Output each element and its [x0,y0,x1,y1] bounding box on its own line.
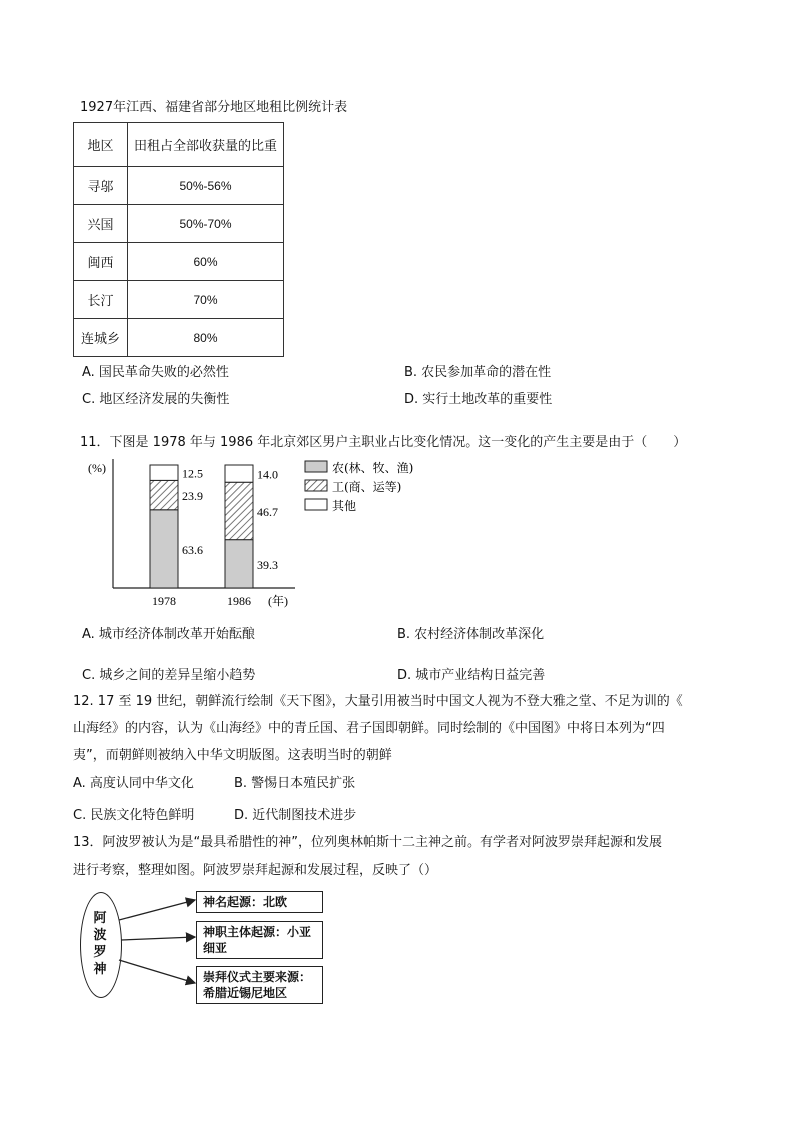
table-row [74,167,284,205]
table-cell-region: 兴国 [74,205,128,243]
bar-segment-1986-0 [225,540,253,588]
legend-swatch-1 [305,480,327,491]
table-row [74,205,284,243]
arrow-to-function-origin [121,937,195,940]
diagram-arrows [115,890,205,1000]
bar-segment-1986-2 [225,465,253,482]
apollo-label: 阿波罗神 [93,911,107,977]
table-cell-ratio: 70% [128,281,284,319]
table-cell-ratio: 50%-56% [128,167,284,205]
q12-option-b[interactable]: B. 警惕日本殖民扩张 [234,776,356,791]
table-cell-region: 连城乡 [74,319,128,357]
name-origin-box: 神名起源：北欧 [196,891,323,913]
table-header-ratio: 田租占全部收获量的比重 [128,123,284,167]
rent-table [73,122,284,357]
table-caption: 1927年江西、福建省部分地区地租比例统计表 [80,100,348,115]
table-row [74,281,284,319]
q11-option-c[interactable]: C. 城乡之间的差异呈缩小趋势 [82,668,256,683]
bar-segment-1986-1 [225,482,253,539]
legend-swatch-0 [305,461,327,472]
y-axis-label: (%) [88,461,106,475]
arrow-to-ritual-origin [119,960,195,983]
function-origin-box: 神职主体起源：小亚细亚 [196,921,323,959]
q13-stem-line-1: 13．阿波罗被认为是“最具希腊性的神”，位列奥林帕斯十二主神之前。有学者对阿波罗崇拜起源和发展 [73,835,663,850]
q12-option-a[interactable]: A. 高度认同中华文化 [73,776,194,791]
table-option-a[interactable]: A. 国民革命失败的必然性 [82,365,229,380]
data-label-1978-1: 23.9 [182,489,203,504]
legend-label-1: 工(商、运等) [332,480,402,494]
q12-stem-line-2: 山海经》的内容，认为《山海经》中的青丘国、君子国即朝鲜。同时绘制的《中国图》中将日本列为“四 [73,721,665,736]
arrow-to-name-origin [119,900,195,920]
table-cell-region: 寻邬 [74,167,128,205]
q11-option-d[interactable]: D. 城市产业结构日益完善 [397,668,546,683]
table-option-d[interactable]: D. 实行土地改革的重要性 [404,392,553,407]
data-label-1986-0: 39.3 [257,557,278,572]
legend-label-2: 其他 [332,499,357,513]
table-cell-region: 闽西 [74,243,128,281]
table-row [74,243,284,281]
data-label-1986-1: 46.7 [257,504,278,519]
data-label-1986-2: 14.0 [257,467,278,482]
q12-stem-line-1: 12. 17 至 19 世纪，朝鲜流行绘制《天下图》，大量引用被当时中国文人视为不登大雅之堂、不足为训的《 [73,694,683,709]
table-row [74,319,284,357]
q13-stem-line-2: 进行考察，整理如图。阿波罗崇拜起源和发展过程，反映了（） [73,863,438,878]
data-label-1978-0: 63.6 [182,542,203,557]
ritual-origin-box: 崇拜仪式主要来源：希腊近锡尼地区 [196,966,323,1004]
occupation-bar-chart [80,455,420,615]
x-tick-label-1986: 1986 [227,594,251,608]
x-tick-label-1978: 1978 [152,594,176,608]
q12-option-c[interactable]: C. 民族文化特色鲜明 [73,808,195,823]
q12-option-d[interactable]: D. 近代制图技术进步 [234,808,357,823]
q11-option-a[interactable]: A. 城市经济体制改革开始酝酿 [82,627,255,642]
x-axis-label: (年) [268,594,288,608]
legend-label-0: 农(林、牧、渔) [332,461,414,475]
table-option-b[interactable]: B. 农民参加革命的潜在性 [404,365,552,380]
table-header-region: 地区 [74,123,128,167]
bar-segment-1978-2 [150,465,178,480]
data-label-1978-2: 12.5 [182,466,203,481]
bar-segment-1978-0 [150,510,178,588]
table-option-c[interactable]: C. 地区经济发展的失衡性 [82,392,230,407]
legend-swatch-2 [305,499,327,510]
table-cell-region: 长汀 [74,281,128,319]
table-cell-ratio: 80% [128,319,284,357]
table-cell-ratio: 50%-70% [128,205,284,243]
q11-stem: 11．下图是 1978 年与 1986 年北京郊区男户主职业占比变化情况。这一变化的产生主要是由于（ ） [80,435,687,450]
q11-option-b[interactable]: B. 农村经济体制改革深化 [397,627,545,642]
q12-stem-line-3: 夷”，而朝鲜则被纳入中华文明版图。这表明当时的朝鲜 [73,748,392,763]
table-cell-ratio: 60% [128,243,284,281]
bar-segment-1978-1 [150,480,178,509]
